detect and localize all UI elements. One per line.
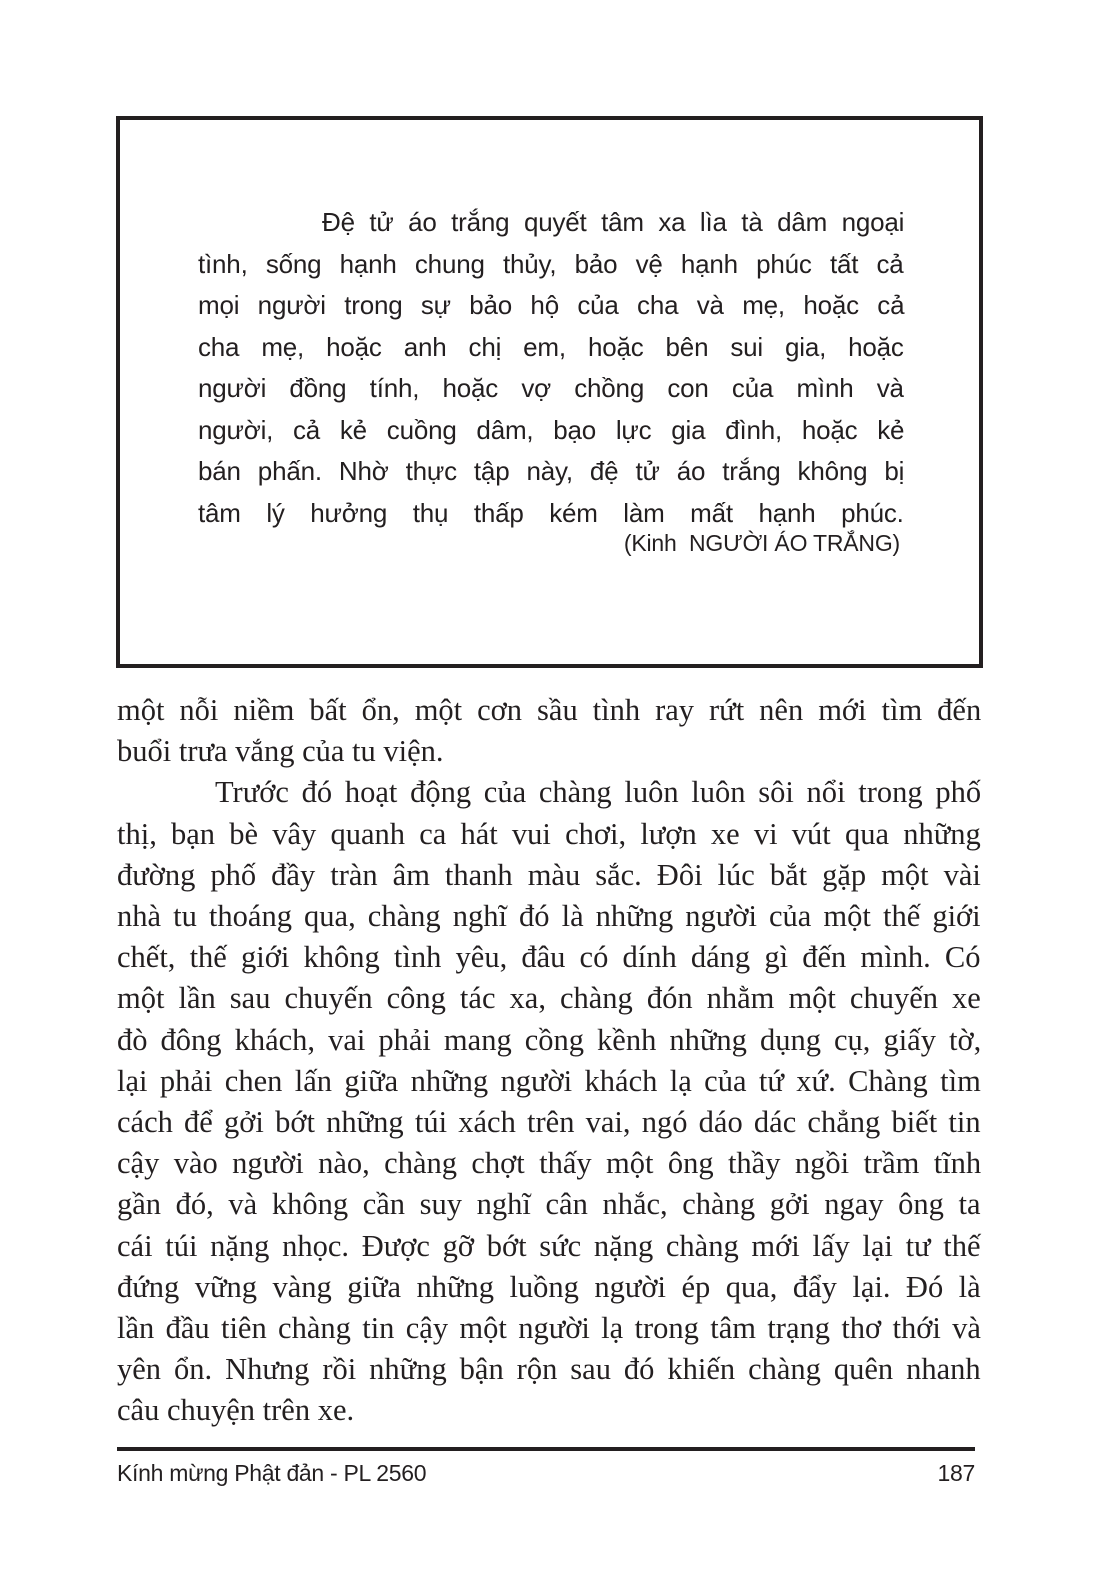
body-line: yên ổn. Nhưng rồi những bận rộn sau đó khiến chàng quên nhanh <box>117 1352 981 1387</box>
quote-line: Đệ tử áo trắng quyết tâm xa lìa tà dâm ngoại <box>322 207 905 237</box>
body-line: đường phố đầy tràn âm thanh màu sắc. Đôi lúc bắt gặp một vài <box>117 857 981 892</box>
body-line: Trước đó hoạt động của chàng luôn luôn sôi nổi trong phố <box>215 775 982 810</box>
body-line: lần đầu tiên chàng tin cậy một người lạ trong tâm trạng thơ thới và <box>117 1311 981 1346</box>
body-line: một lần sau chuyến công tác xa, chàng đón nhằm một chuyến xe <box>117 981 981 1016</box>
body-line: buổi trưa vắng của tu viện. <box>117 734 444 769</box>
body-line: nhà tu thoáng qua, chàng nghĩ đó là những người của một thế giới <box>117 899 981 934</box>
footer-title: Kính mừng Phật đản - PL 2560 <box>117 1460 427 1486</box>
body-line: lại phải chen lấn giữa những người khách lạ của tứ xứ. Chàng tìm <box>117 1063 981 1098</box>
body-line: đứng vững vàng giữa những luồng người ép qua, đẩy lại. Đó là <box>117 1269 981 1304</box>
footer-divider <box>117 1447 975 1451</box>
quote-line: bán phấn. Nhờ thực tập này, đệ tử áo trắng không bị <box>198 456 905 486</box>
body-line: gần đó, và không cần suy nghĩ cân nhắc, chàng gởi ngay ông ta <box>117 1187 981 1222</box>
quote-line: tình, sống hạnh chung thủy, bảo vệ hạnh phúc tất cả <box>198 248 904 279</box>
body-line: thị, bạn bè vây quanh ca hát vui chơi, lượn xe vi vút qua những <box>117 816 981 851</box>
body-line: chết, thế giới không tình yêu, đâu có dính dáng gì đến mình. Có <box>117 940 981 975</box>
quote-line: mọi người trong sự bảo hộ của cha và mẹ, hoặc cả <box>198 290 905 320</box>
quote-line: tâm lý hưởng thụ thấp kém làm mất hạnh phúc. <box>198 497 904 528</box>
body-text <box>117 690 981 1432</box>
page-number: 187 <box>937 1460 975 1486</box>
body-line: cái túi nặng nhọc. Được gỡ bớt sức nặng chàng mới lấy lại tư thế <box>117 1228 981 1263</box>
body-line: một nỗi niềm bất ổn, một cơn sầu tình ray rứt nên mới tìm đến <box>117 693 982 727</box>
body-line: câu chuyện trên xe. <box>117 1393 355 1428</box>
body-line: cách để gởi bớt những túi xách trên vai, ngó dáo dác chẳng biết tin <box>117 1105 981 1140</box>
quote-line: người, cả kẻ cuồng dâm, bạo lực gia đình, hoặc kẻ <box>198 414 905 445</box>
body-line: đò đông khách, vai phải mang cồng kềnh những dụng cụ, giấy tờ, <box>117 1022 982 1057</box>
quote-box <box>116 116 983 668</box>
quote-line: cha mẹ, hoặc anh chị em, hoặc bên sui gia, hoặc <box>198 331 904 362</box>
quote-line: người đồng tính, hoặc vợ chồng con của mình và <box>198 373 904 403</box>
body-line: cậy vào người nào, chàng chợt thấy một ông thầy ngồi trầm tĩnh <box>117 1146 982 1181</box>
quote-source: (Kinh NGƯỜI ÁO TRẮNG) <box>623 530 900 556</box>
quote-text <box>198 202 904 534</box>
